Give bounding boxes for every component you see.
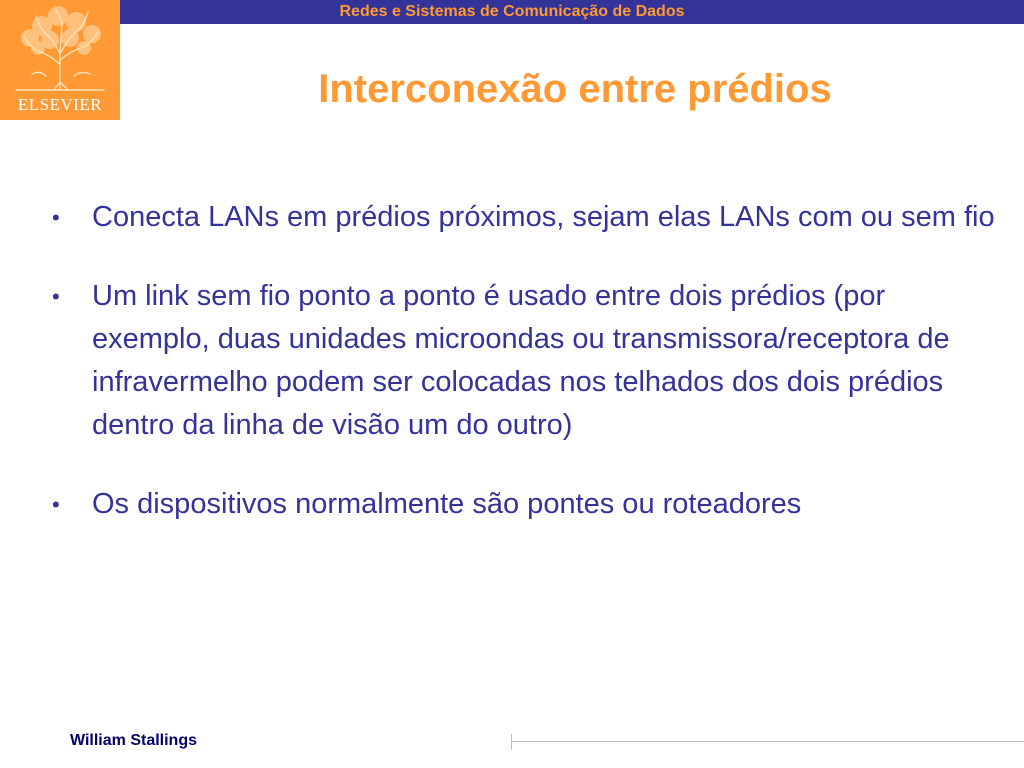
footer-divider (512, 741, 1024, 742)
bullet-dot-icon: • (52, 284, 60, 309)
footer-divider-tick (511, 734, 512, 750)
footer-author: William Stallings (70, 732, 197, 749)
header-bar (120, 0, 1024, 24)
bullet-text: Um link sem fio ponto a ponto é usado entre dois prédios (por exemplo, duas unidades microondas ou transmissora/receptora de infravermelho podem ser colocadas nos telhados dos dois prédios dentro da linha de visão um do outro) (92, 280, 950, 441)
elsevier-wordmark: ELSEVIER (17, 95, 103, 114)
bullet-item (52, 275, 1002, 447)
publisher-logo (0, 0, 120, 120)
bullet-item (52, 196, 1002, 239)
bullet-item (52, 483, 1002, 526)
bullet-text: Conecta LANs em prédios próximos, sejam elas LANs com ou sem fio (92, 201, 995, 233)
elsevier-tree-logo-icon (10, 4, 110, 92)
slide-title: Interconexão entre prédios (318, 67, 832, 111)
bullet-text: Os dispositivos normalmente são pontes ou roteadores (92, 488, 802, 520)
bullet-list (52, 196, 1002, 526)
bullet-dot-icon: • (52, 205, 60, 230)
bullet-dot-icon: • (52, 492, 60, 517)
course-title: Redes e Sistemas de Comunicação de Dados (339, 3, 685, 20)
